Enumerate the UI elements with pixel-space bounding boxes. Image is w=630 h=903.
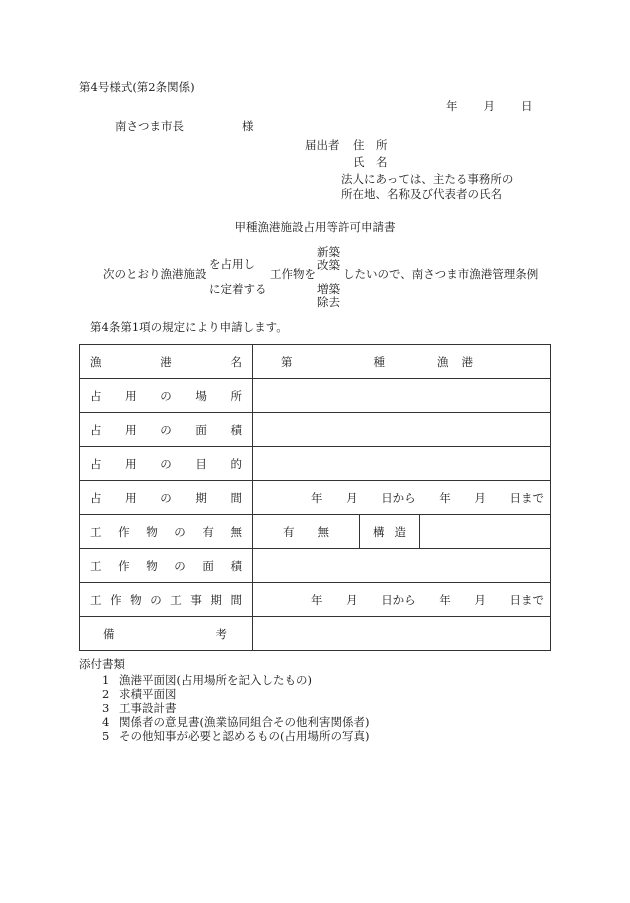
structure-exists-label [80,515,253,549]
label-char: 工 [90,524,102,539]
construction-period-label [80,583,253,617]
list-item [102,673,369,687]
label-char: 占 [90,422,102,437]
table-row [80,481,551,515]
label-char: 積 [230,422,242,437]
attachment-text: 工事設計書 [119,701,177,715]
label-char: の [160,388,172,403]
applicant-label: 届出者 [305,138,340,152]
label-char: 用 [125,388,137,403]
occupancy-period-units [253,490,550,506]
attachment-number: 2 [102,687,110,701]
harbor-type-prefix: 第 [281,354,293,369]
period-unit: 年 [311,490,323,505]
label-char: の [160,422,172,437]
label-char: 間 [230,490,242,505]
occupancy-period-label [80,481,253,515]
table-row [80,345,551,379]
label-char: 構 [373,524,385,539]
works-option-extend: 増築 [317,282,340,296]
period-unit: 月 [346,592,358,607]
intro-line2: 第4条第1項の規定により申請します。 [90,320,288,334]
label-char: 港 [461,354,473,369]
label-char: 作 [118,524,130,539]
attachment-number: 4 [102,715,110,729]
label-char: 面 [195,422,207,437]
corporate-note-line1: 法人にあっては、主たる事務所の [341,172,514,186]
label-char: 造 [394,524,406,539]
harbor-name-field[interactable] [253,345,551,379]
intro-tail: したいので、南さつま市漁港管理条例 [343,267,539,281]
label-char: 的 [230,456,242,471]
attachment-number: 1 [102,673,110,687]
label-char: 工 [90,592,102,607]
period-unit: 年 [439,592,451,607]
attachments-list [102,673,369,743]
table-row [80,379,551,413]
list-item [102,729,369,743]
label-char: の [174,524,186,539]
label-char: の [160,490,172,505]
attachment-text: 関係者の意見書(漁業協同組合その他利害関係者) [119,715,370,729]
remarks-field[interactable] [253,617,551,651]
date-day-unit: 日 [521,99,533,113]
label-char: 漁 [90,354,102,369]
occupy-option-fix: に定着する [209,282,267,296]
label-char: 占 [90,490,102,505]
period-unit: 月 [474,592,486,607]
table-row [80,583,551,617]
label-char: 面 [202,558,214,573]
label-char: 占 [90,456,102,471]
date-month-unit: 月 [483,99,495,113]
table-row [80,447,551,481]
label-char: 考 [215,626,227,641]
date-year-unit: 年 [446,99,458,113]
attachment-text: 求積平面図 [119,687,177,701]
construction-period-units [253,592,550,608]
form-number: 第4号様式(第2条関係) [79,80,195,94]
address-label: 住 所 [353,138,388,152]
label-char: 有 [202,524,214,539]
structure-kind-field[interactable] [420,515,550,548]
attachments-heading: 添付書類 [79,657,125,671]
label-char: 物 [146,524,158,539]
period-unit: 日から [381,592,416,607]
structure-area-field[interactable] [253,549,551,583]
harbor-type-mid: 種 [373,354,385,369]
label-char: 物 [130,592,142,607]
label-char: 期 [210,592,222,607]
list-item [102,715,369,729]
label-char: 用 [125,490,137,505]
attachment-text: その他知事が必要と認めるもの(占用場所の写真) [119,729,370,743]
table-row [80,549,551,583]
table-row [80,515,551,549]
attachment-text: 漁港平面図(占用場所を記入したもの) [119,673,312,687]
period-unit: 年 [439,490,451,505]
period-unit: 年 [311,592,323,607]
label-char: 港 [160,354,172,369]
name-label: 氏 名 [353,155,388,169]
structure-area-label [80,549,253,583]
structure-kind-label [360,515,420,548]
occupancy-period-field[interactable] [253,481,551,515]
harbor-name-label [80,345,253,379]
table-row [80,617,551,651]
label-char: 用 [125,422,137,437]
structure-exists-field [253,515,551,549]
occupy-option-occupy: を占用し [209,257,255,271]
exists-no-option[interactable]: 無 [317,524,329,539]
period-unit: 月 [474,490,486,505]
label-char: 積 [230,558,242,573]
intro-lead: 次のとおり漁港施設 [103,267,207,281]
date-line [446,101,533,113]
addressee: 南さつま市長 [115,119,184,133]
label-char: 間 [230,592,242,607]
occupancy-place-field[interactable] [253,379,551,413]
label-char: 無 [230,524,242,539]
spread-text [80,354,252,370]
label-char: 場 [195,388,207,403]
occupancy-place-label [80,379,253,413]
label-char: の [174,558,186,573]
label-char: 所 [230,388,242,403]
label-char: 工 [90,558,102,573]
construction-period-field[interactable] [253,583,551,617]
attachment-number: 5 [102,729,110,743]
table-row [80,413,551,447]
list-item [102,687,369,701]
honorific: 様 [242,119,254,133]
label-char: 備 [103,626,115,641]
remarks-label [80,617,253,651]
label-char: 用 [125,456,137,471]
occupancy-area-label [80,413,253,447]
label-char: 漁 [437,354,449,369]
label-char: 作 [118,558,130,573]
exists-yes-option[interactable]: 有 [283,524,295,539]
label-char: の [160,456,172,471]
label-char: 作 [110,592,122,607]
label-char: 工 [170,592,182,607]
document-title: 甲種漁港施設占用等許可申請書 [234,220,396,234]
label-char: 目 [195,456,207,471]
occupancy-purpose-field[interactable] [253,447,551,481]
application-table [79,344,551,651]
occupancy-purpose-label [80,447,253,481]
works-option-rebuild: 改築 [317,257,340,272]
label-char: 物 [146,558,158,573]
label-char: 占 [90,388,102,403]
occupancy-area-field[interactable] [253,413,551,447]
period-unit: 日から [381,490,416,505]
corporate-note-line2: 所在地、名称及び代表者の氏名 [341,187,502,201]
label-char: 名 [230,354,242,369]
period-unit: 日まで [509,490,544,505]
harbor-type-suffix [437,354,473,370]
intro-structure-word: 工作物を [270,267,316,281]
period-unit: 月 [346,490,358,505]
works-option-remove: 除去 [317,294,340,309]
works-option-new: 新築 [317,245,340,259]
label-char: 事 [190,592,202,607]
list-item [102,701,369,715]
label-char: の [150,592,162,607]
period-unit: 日まで [509,592,544,607]
label-char: 期 [195,490,207,505]
attachment-number: 3 [102,701,110,715]
